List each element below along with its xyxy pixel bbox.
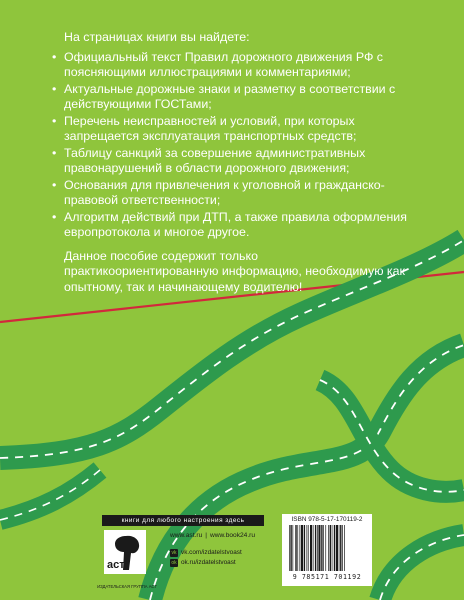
feature-item: • Официальный текст Правил дорожного движения РФ с поясняющими иллюстрациями и комментариями;	[52, 50, 414, 81]
barcode-bar	[300, 525, 301, 571]
feature-item: • Перечень неисправностей и условий, при которых запрещается эксплуатация транспортных средств;	[52, 114, 414, 145]
barcode-bar	[317, 525, 318, 571]
barcode-bar	[325, 525, 326, 571]
barcode-bar	[315, 525, 316, 571]
road-5	[0, 470, 100, 520]
feature-list	[52, 50, 414, 241]
website-link[interactable]: www.book24.ru	[209, 532, 256, 539]
barcode-bar	[339, 525, 340, 571]
barcode-bar	[297, 525, 298, 571]
barcode-bar	[310, 525, 312, 571]
ast-logo-icon	[104, 530, 146, 584]
website-separator: |	[205, 532, 207, 539]
logo-caption: ИЗДАТЕЛЬСКАЯ ГРУППА АСТ	[97, 584, 157, 589]
websites	[170, 532, 255, 539]
barcode-bar	[313, 525, 314, 571]
social-label: vk.com/izdatelstvoast	[181, 549, 242, 556]
barcode-bar	[308, 525, 309, 571]
road-4	[380, 535, 464, 600]
barcode-bar	[323, 525, 324, 571]
feature-item: • Основания для привлечения к уголовной и гражданско-правовой ответственности;	[52, 178, 414, 209]
barcode-bar	[328, 525, 329, 571]
barcode-bar	[293, 525, 294, 571]
barcode-bar	[340, 525, 341, 571]
feature-item: • Актуальные дорожные знаки и разметку в соответствии с действующими ГОСТами;	[52, 82, 414, 113]
closing-text: Данное пособие содержит только практикоориентированную информацию, необходимую как опытному, так и начинающему водителю!	[64, 248, 405, 294]
social-row[interactable]	[170, 548, 242, 558]
barcode-bar	[318, 525, 320, 571]
barcode-panel	[282, 514, 372, 586]
barcode-digits: 9 785171 701192	[292, 573, 362, 581]
isbn-text: ISBN 978-5-17-170119-2	[291, 516, 363, 523]
barcode-bar	[334, 525, 335, 571]
feature-item: • Таблицу санкций за совершение административных правонарушений в области дорожного движения;	[52, 146, 414, 177]
barcode-bar	[332, 525, 333, 571]
barcode-image	[288, 525, 366, 573]
barcode-bar	[344, 525, 345, 571]
barcode-bar	[304, 525, 305, 571]
website-link[interactable]: www.ast.ru	[170, 532, 203, 539]
social-row[interactable]	[170, 558, 242, 568]
social-links	[170, 548, 242, 568]
ok-icon: ok	[171, 560, 177, 566]
vk-icon: vk	[171, 550, 177, 556]
barcode-bar	[301, 525, 303, 571]
publisher-tagline: книги для любого настроения здесь	[102, 515, 264, 526]
barcode-bar	[289, 525, 290, 571]
barcode-bar	[321, 525, 322, 571]
description-text	[52, 30, 414, 295]
intro-text: На страницах книги вы найдете:	[64, 30, 250, 44]
barcode-bar	[307, 525, 308, 571]
barcode-bar	[330, 525, 331, 571]
barcode-bar	[295, 525, 296, 571]
logo-text: аст	[107, 559, 125, 571]
barcode-bar	[336, 525, 338, 571]
social-label: ok.ru/izdatelstvoast	[181, 559, 236, 566]
barcode-bar	[342, 525, 343, 571]
barcode-bar	[290, 525, 291, 571]
feature-item: • Алгоритм действий при ДТП, а также правила оформления европротокола и многое другое.	[52, 210, 414, 241]
